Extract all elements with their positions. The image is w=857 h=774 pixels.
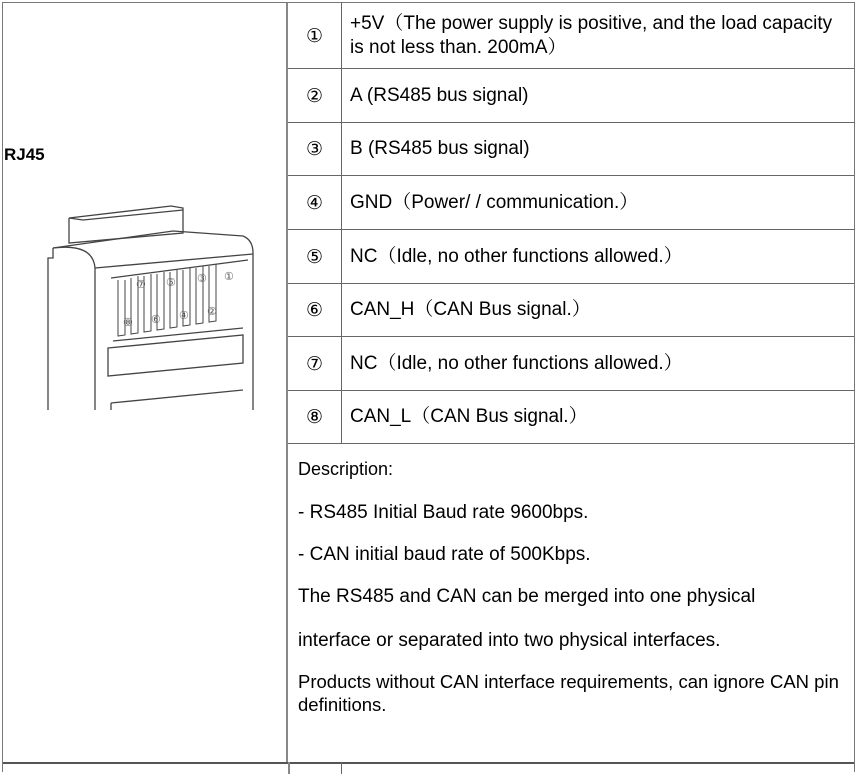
svg-text:⑧: ⑧ [123, 316, 133, 329]
pin-description: B (RS485 bus signal) [350, 138, 530, 159]
pin-description: A (RS485 bus signal) [350, 84, 529, 106]
pin-row-4 [288, 176, 854, 230]
pin-definition-table [2, 2, 855, 772]
pin-description: NC（Idle, no other functions allowed.） [350, 245, 683, 267]
svg-text:⑦: ⑦ [136, 278, 146, 291]
description-cell [288, 444, 854, 762]
pin-description: NC（Idle, no other functions allowed.） [350, 352, 683, 374]
pin-description: CAN_L（CAN Bus signal.） [350, 406, 588, 427]
pin-description: +5V（The power supply is positive, and the load capacity is not less than. 200mA） [350, 12, 833, 58]
pin-row-5 [288, 230, 854, 284]
description-title: Description: [298, 459, 394, 479]
svg-text:⑥: ⑥ [151, 313, 161, 326]
pin-number: ① [288, 3, 342, 68]
svg-text:④: ④ [179, 309, 189, 322]
pin-number: ④ [288, 176, 342, 229]
description-line: - RS485 Initial Baud rate 9600bps. [298, 502, 589, 523]
description-line: - CAN initial baud rate of 500Kbps. [298, 544, 591, 565]
rj45-connector-diagram-icon [43, 198, 258, 410]
pin-number: ⑤ [288, 230, 342, 283]
svg-text:②: ② [207, 305, 217, 318]
connector-cell [3, 3, 288, 762]
pin-number: ② [288, 69, 342, 122]
pin-number: ⑧ [288, 391, 342, 443]
connector-label: RJ45 [4, 145, 45, 164]
pin-row-8 [288, 391, 854, 444]
svg-text:⑤: ⑤ [166, 276, 176, 289]
pin-description: CAN_H（CAN Bus signal.） [350, 299, 591, 320]
svg-text:③: ③ [197, 272, 207, 285]
description-line: The RS485 and CAN can be merged into one physical [298, 586, 756, 607]
description-line: interface or separated into two physical interfaces. [298, 630, 721, 651]
pin-row-1 [288, 3, 854, 69]
pin-row-2 [288, 69, 854, 123]
pin-number: ⑦ [288, 337, 342, 390]
pin-row-6 [288, 284, 854, 337]
pin-number: ⑥ [288, 284, 342, 336]
description-line: Products without CAN interface requirements, can ignore CAN pin definitions. [298, 671, 839, 715]
pin-row-3 [288, 123, 854, 176]
svg-text:①: ① [224, 270, 234, 283]
pin-number: ③ [288, 123, 342, 175]
pin-row-7 [288, 337, 854, 391]
pin-description: GND（Power/ / communication.） [350, 191, 639, 213]
